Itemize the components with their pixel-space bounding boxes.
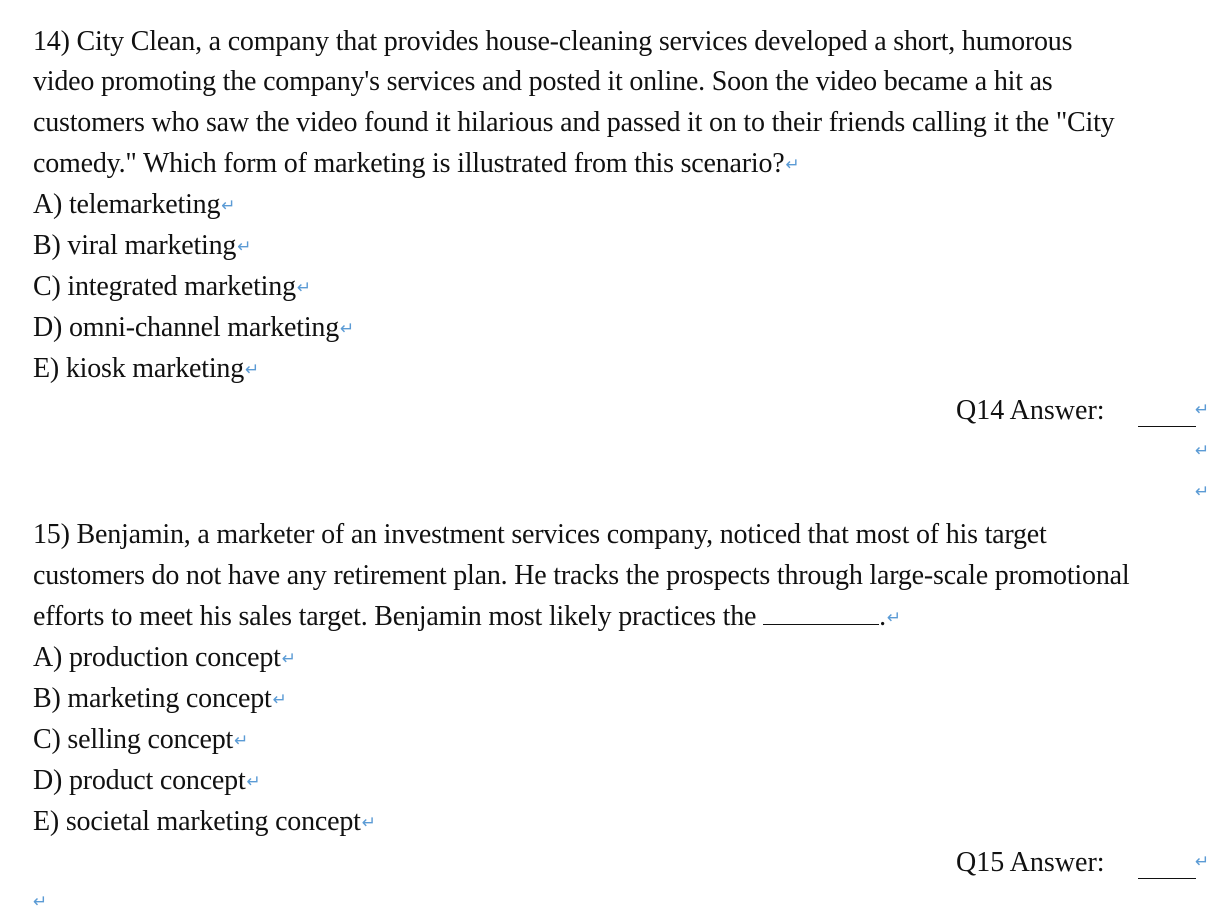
q15-option-e[interactable] xyxy=(33,804,376,843)
q15-answer-blank[interactable] xyxy=(1138,856,1196,879)
q15-option-b[interactable] xyxy=(33,681,287,720)
q15-stem-text: efforts to meet his sales target. Benjamin most likely practices the xyxy=(33,601,757,632)
q15-stem-text: 15) Benjamin, a marketer of an investment services company, noticed that most of his target xyxy=(33,519,1047,550)
option-text: E) societal marketing concept xyxy=(33,806,361,837)
q14-option-b[interactable] xyxy=(33,228,251,267)
q15-answer-label: Q15 Answer: xyxy=(956,847,1105,878)
q15-option-c[interactable] xyxy=(33,722,248,761)
q15-option-a[interactable] xyxy=(33,640,296,679)
q14-stem-text: customers who saw the video found it hilarious and passed it on to their friends calling it the "City xyxy=(33,107,1115,138)
option-text: A) telemarketing xyxy=(33,189,221,220)
q15-stem-period: . xyxy=(879,601,886,632)
paragraph-mark-icon: ↵ xyxy=(245,360,260,380)
q14-stem-text: comedy." Which form of marketing is illustrated from this scenario? xyxy=(33,148,785,179)
paragraph-mark-icon: ↵ xyxy=(246,772,261,792)
paragraph-mark-icon: ↵ xyxy=(361,813,376,833)
q15-stem-line xyxy=(33,599,901,638)
paragraph-mark-icon: ↵ xyxy=(1195,852,1210,872)
q14-stem-text: video promoting the company's services and posted it online. Soon the video became a hit as xyxy=(33,66,1053,97)
q14-stem-line xyxy=(33,146,800,185)
paragraph-mark-icon: ↵ xyxy=(886,608,901,628)
paragraph-mark-icon: ↵ xyxy=(33,892,48,912)
q14-option-a[interactable] xyxy=(33,187,235,226)
q14-stem-line xyxy=(33,24,1072,60)
paragraph-mark-icon: ↵ xyxy=(1195,441,1210,461)
paragraph-mark-icon: ↵ xyxy=(296,278,311,298)
q14-stem-text: 14) City Clean, a company that provides house-cleaning services developed a short, humorous xyxy=(33,26,1073,57)
q15-option-d[interactable] xyxy=(33,763,261,802)
option-text: D) product concept xyxy=(33,765,246,796)
q14-stem-line xyxy=(33,64,1053,100)
paragraph-mark-icon: ↵ xyxy=(1195,400,1210,420)
paragraph-mark-icon: ↵ xyxy=(785,155,800,175)
q15-fill-blank[interactable] xyxy=(763,602,879,625)
option-text: A) production concept xyxy=(33,642,281,673)
option-text: E) kiosk marketing xyxy=(33,353,245,384)
paragraph-mark-icon: ↵ xyxy=(237,237,252,257)
q14-option-e[interactable] xyxy=(33,351,259,390)
option-text: C) selling concept xyxy=(33,724,234,755)
option-text: D) omni-channel marketing xyxy=(33,312,340,343)
q14-option-d[interactable] xyxy=(33,310,354,349)
paragraph-mark-icon: ↵ xyxy=(234,731,249,751)
option-text: C) integrated marketing xyxy=(33,271,296,302)
q15-stem-text: customers do not have any retirement plan. He tracks the prospects through large-scale promotional xyxy=(33,560,1130,591)
q14-stem-line xyxy=(33,105,1114,141)
q14-answer-label: Q14 Answer: xyxy=(956,395,1105,426)
option-text: B) viral marketing xyxy=(33,230,237,261)
paragraph-mark-icon: ↵ xyxy=(272,690,287,710)
paragraph-mark-icon: ↵ xyxy=(281,649,296,669)
q15-stem-line xyxy=(33,558,1129,594)
paragraph-mark-icon: ↵ xyxy=(340,319,355,339)
option-text: B) marketing concept xyxy=(33,683,272,714)
q14-answer-blank[interactable] xyxy=(1138,404,1196,427)
q15-stem-line xyxy=(33,517,1047,553)
paragraph-mark-icon: ↵ xyxy=(1195,482,1210,502)
q14-option-c[interactable] xyxy=(33,269,311,308)
paragraph-mark-icon: ↵ xyxy=(221,196,236,216)
